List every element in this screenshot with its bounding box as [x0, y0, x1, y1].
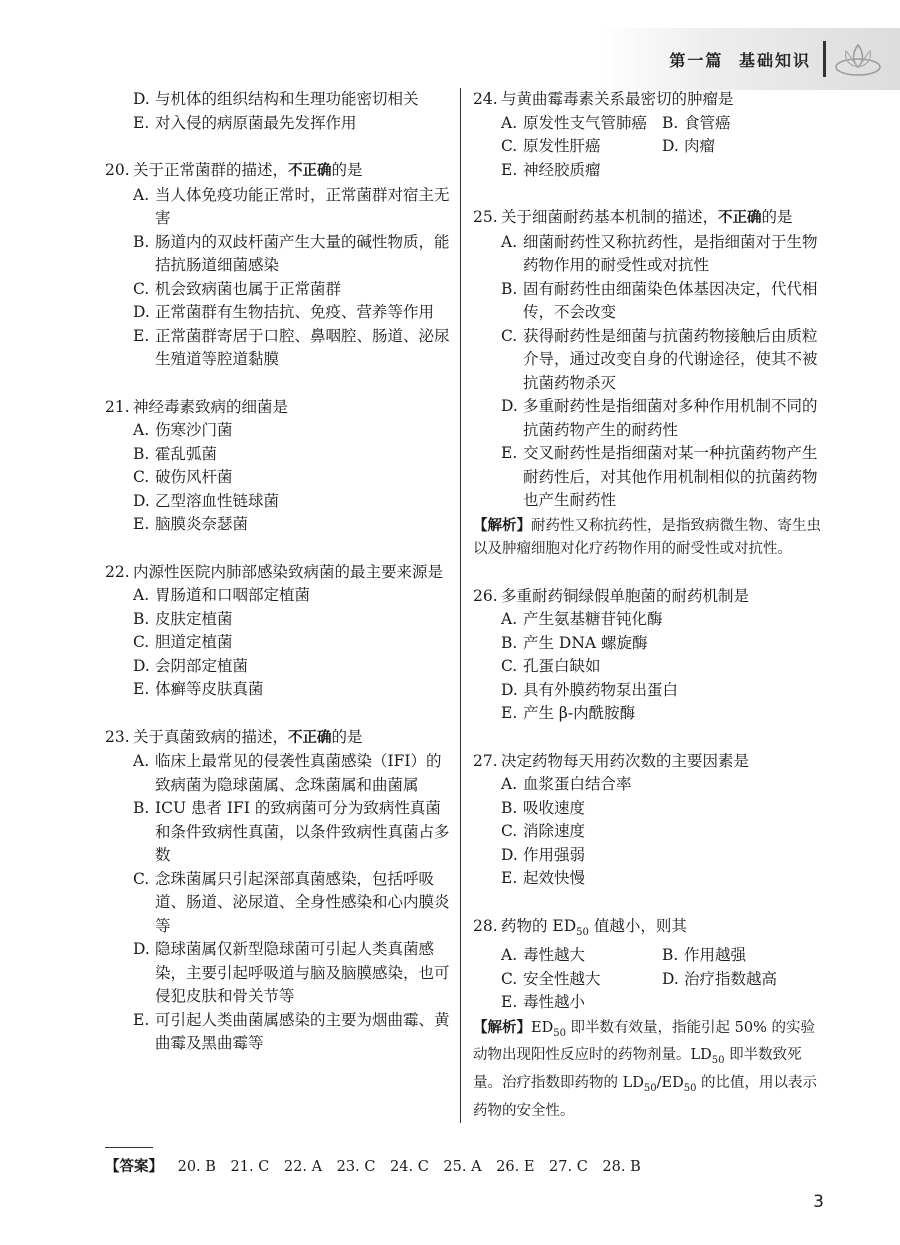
option: E. 脑膜炎奈瑟菌: [133, 515, 249, 533]
answer-item: 21. C: [230, 1159, 270, 1175]
question-20: [105, 159, 450, 372]
option: D. 会阴部定植菌: [133, 656, 249, 675]
question-stem: 27. 决定药物每天用药次数的主要因素是: [473, 751, 750, 770]
option: B. 皮肤定植菌: [133, 609, 233, 628]
option: C. 机会致病菌也属于正常菌群: [133, 279, 342, 298]
option: A. 胃肠道和口咽部定植菌: [133, 586, 311, 604]
column-divider: [460, 88, 461, 1123]
option: B. 霍乱弧菌: [133, 444, 218, 463]
option: D. 乙型溶血性链球菌: [133, 491, 280, 510]
option: D. 多重耐药性是指细菌对多种作用机制不同的抗菌药物产生的耐药性: [501, 397, 818, 439]
lotus-logo-icon: [832, 37, 884, 81]
option: C. 获得耐药性是细菌与抗菌药物接触后由质粒介导，通过改变自身的代谢途径，使其不被抗菌药物杀灭: [501, 326, 818, 392]
question-19-continuation: [105, 88, 450, 135]
option: E. 起效快慢: [501, 869, 586, 887]
answer-item: 24. C: [390, 1159, 429, 1175]
running-header: [600, 28, 900, 90]
option: C. 胆道定植菌: [133, 633, 233, 651]
negative-emphasis: 不正确: [288, 163, 332, 179]
option: E. 产生 β-内酰胺酶: [501, 704, 636, 722]
question-stem: 28. 药物的 $ED_{50}$ 值越小，则其: [473, 916, 687, 938]
option: A. 细菌耐药性又称抗药性，是指细菌对于生物药物作用的耐受性或对抗性: [501, 232, 818, 274]
option: A. 血浆蛋白结合率: [501, 775, 632, 793]
question-stem: 21. 神经毒素致病的细菌是: [105, 397, 289, 416]
question-stem: 22. 内源性医院内肺部感染致病菌的最主要来源是: [105, 562, 444, 581]
option: D. 作用强弱: [501, 845, 586, 864]
question-stem: 20. 关于正常菌群的描述，不正确的是: [105, 161, 363, 179]
option: E. 体癣等皮肤真菌: [133, 680, 264, 698]
footnote-rule: [105, 1147, 153, 1148]
option: E. 交叉耐药性是指细菌对某一种抗菌药物产生耐药性后，对其他作用机制相似的抗菌药物也产生耐药性: [501, 444, 818, 509]
option: B. ICU 患者 IFI 的致病菌可分为致病性真菌和条件致病性真菌，以条件致病性真菌占多数: [133, 799, 450, 864]
question-stem: 26. 多重耐药铜绿假单胞菌的耐药机制是: [473, 586, 750, 605]
section-title: 第一篇 基础知识: [669, 50, 811, 70]
option: E. 毒性越小: [501, 993, 586, 1012]
right-column: [473, 88, 823, 1147]
answer-item: 23. C: [336, 1159, 376, 1175]
option: A. 毒性越大: [501, 946, 586, 965]
option: D. 隐球菌属仅新型隐球菌可引起人类真菌感染，主要引起呼吸道与脑及脑膜感染，也可侵犯皮肤和骨关节等: [133, 940, 450, 1005]
option: C. 原发性肝癌: [501, 137, 601, 155]
option: A. 当人体免疫功能正常时，正常菌群对宿主无害: [133, 185, 450, 227]
option: E. 可引起人类曲菌属感染的主要为烟曲霉、黄曲霉及黑曲霉等: [133, 1010, 450, 1052]
option: C. 消除速度: [501, 822, 586, 840]
option: C. 孔蛋白缺如: [501, 657, 601, 675]
option: B. 固有耐药性由细菌染色体基因决定，代代相传，不会改变: [501, 279, 818, 321]
option: E. 对入侵的病原菌最先发挥作用: [133, 113, 357, 132]
answer-item: 22. A: [283, 1159, 323, 1175]
question-stem: 24. 与黄曲霉毒素关系最密切的肿瘤是: [473, 90, 734, 108]
option: D. 正常菌群有生物拮抗、免疫、营养等作用: [133, 303, 435, 321]
answer-item: 27. C: [549, 1159, 588, 1175]
question-27: [473, 750, 823, 891]
question-stem: 25. 关于细菌耐药基本机制的描述，不正确的是: [473, 208, 793, 226]
question-28: [473, 915, 823, 1124]
analysis-note: 【解析】耐药性又称抗药性，是指致病微生物、寄生虫以及肿瘤细胞对化疗药物作用的耐受性或对抗性。: [473, 517, 821, 557]
question-22: [105, 561, 450, 702]
answer-item: 20. B: [177, 1159, 216, 1175]
negative-emphasis: 不正确: [718, 210, 762, 226]
option: A. 产生氨基糖苷钝化酶: [501, 610, 663, 628]
page-number: 3: [813, 1192, 824, 1212]
option: D. 治疗指数越高: [662, 969, 778, 988]
answer-label: 【答案】: [105, 1159, 163, 1175]
question-21: [105, 396, 450, 537]
left-column: [105, 88, 450, 1080]
analysis-note: 【解析】$ED_{50}$ 即半数有效量，指能引起 50% 的实验动物出现阳性反应时的药物剂量。$LD_{50}$ 即半数致死量。治疗指数即药物的 $LD_{50}/ED_{50}$ 的比值，用以表示药物的安全性。: [473, 1019, 818, 1120]
option: C. 安全性越大: [501, 969, 601, 988]
answer-key: [105, 1155, 641, 1176]
negative-emphasis: 不正确: [288, 729, 332, 746]
option: B. 作用越强: [662, 946, 747, 965]
answer-item: 28. B: [602, 1159, 641, 1175]
option: B. 肠道内的双歧杆菌产生大量的碱性物质，能拮抗肠道细菌感染: [133, 232, 450, 274]
option: A. 伤寒沙门菌: [133, 421, 233, 439]
question-25: [473, 206, 823, 561]
option: C. 破伤风杆菌: [133, 468, 233, 486]
option: D. 与机体的组织结构和生理功能密切相关: [133, 90, 419, 108]
question-26: [473, 585, 823, 726]
option: E. 正常菌群寄居于口腔、鼻咽腔、肠道、泌尿生殖道等腔道黏膜: [133, 326, 450, 368]
option: B. 食管癌: [662, 113, 731, 132]
question-24: [473, 88, 823, 182]
option: D. 具有外膜药物泵出蛋白: [501, 680, 679, 699]
option: A. 原发性支气管肺癌: [501, 113, 648, 132]
option: C. 念珠菌属只引起深部真菌感染，包括呼吸道、肠道、泌尿道、全身性感染和心内膜炎等: [133, 869, 450, 935]
option: B. 吸收速度: [501, 798, 586, 817]
option: E. 神经胶质瘤: [501, 160, 601, 179]
question-23: [105, 726, 450, 1056]
option: B. 产生 DNA 螺旋酶: [501, 633, 648, 652]
header-divider: [823, 41, 826, 77]
answer-item: 26. E: [496, 1159, 535, 1175]
answer-item: 25. A: [443, 1159, 482, 1175]
option: D. 肉瘤: [662, 137, 716, 155]
question-stem: 23. 关于真菌致病的描述，不正确的是: [105, 727, 363, 746]
option: A. 临床上最常见的侵袭性真菌感染（IFI）的致病菌为隐球菌属、念珠菌属和曲菌属: [133, 752, 442, 794]
